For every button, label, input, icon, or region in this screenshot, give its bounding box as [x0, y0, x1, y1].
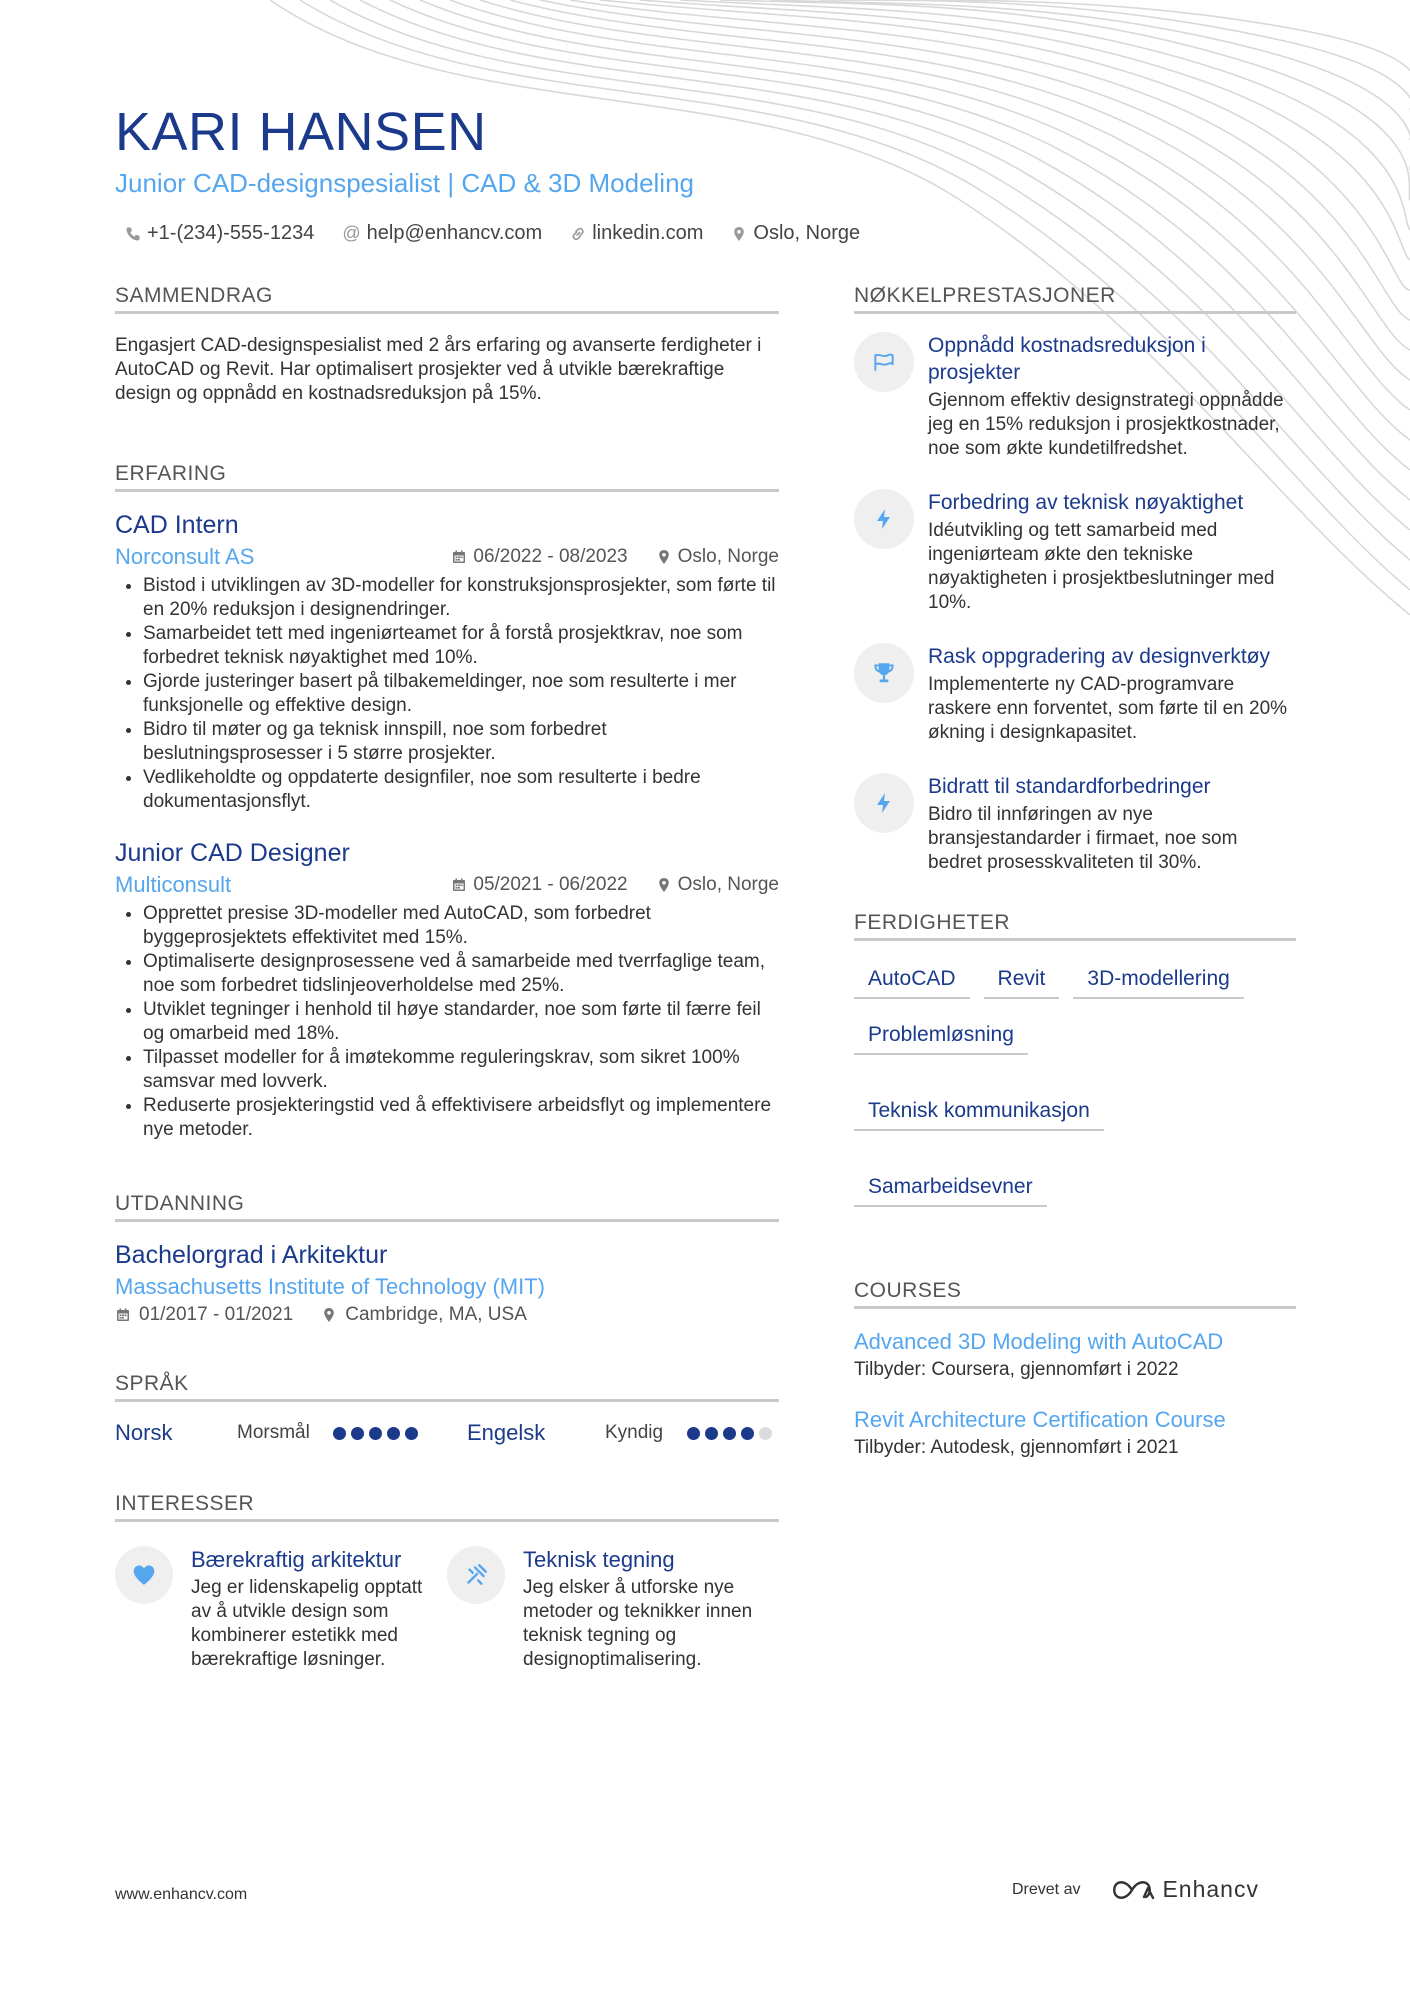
education-school: Massachusetts Institute of Technology (MIT) — [115, 1274, 545, 1299]
rating-dot — [723, 1427, 736, 1440]
at-icon: @ — [342, 223, 361, 243]
achievement-desc: Idéutvikling og tett samarbeid med ingeniørteam økte den tekniske nøyaktigheten i prosjektbeslutninger med 10%. — [928, 520, 1275, 613]
section-title-skills: FERDIGHETER — [854, 911, 1296, 941]
job-location-text: Oslo, Norge — [677, 874, 779, 895]
section-title-interests: INTERESSER — [115, 1492, 779, 1522]
achievement-title: Bidratt til standardforbedringer — [928, 775, 1211, 798]
language-item — [115, 1420, 467, 1446]
achievement-item — [854, 773, 1296, 875]
education-degree: Bachelorgrad i Arkitektur — [115, 1241, 388, 1269]
achievement-icon-wrap — [854, 332, 914, 392]
job-location — [656, 874, 779, 896]
calendar-icon — [451, 877, 467, 893]
achievement-title: Oppnådd kostnadsreduksjon i prosjekter — [928, 334, 1206, 384]
interest-body — [191, 1546, 431, 1672]
achievement-body — [928, 332, 1296, 461]
right-column — [854, 284, 1296, 1483]
interest-icon-wrap — [115, 1546, 173, 1604]
education-meta — [115, 1304, 779, 1326]
course-title: Advanced 3D Modeling with AutoCAD — [854, 1329, 1224, 1354]
rating-dot — [351, 1427, 364, 1440]
job-bullet: • Vedlikeholdte og oppdaterte designfiler, noe som resulterte i bedre dokumentasjonsflyt. — [143, 766, 779, 814]
languages-section — [115, 1372, 779, 1446]
job-bullets — [115, 902, 779, 1142]
language-rating — [687, 1427, 772, 1440]
achievement-body — [928, 773, 1296, 875]
map-pin-icon — [656, 549, 672, 565]
job-bullets — [115, 574, 779, 814]
job-bullet: • Bistod i utviklingen av 3D-modeller for konstruksjonsprosjekter, som førte til en 20% reduksjon i designendringer. — [143, 574, 779, 622]
contact-phone-text: +1-(234)-555-1234 — [147, 222, 315, 244]
phone-icon — [125, 226, 141, 242]
section-title-experience: ERFARING — [115, 462, 779, 492]
heart-icon — [131, 1562, 157, 1588]
contact-linkedin[interactable] — [570, 222, 703, 245]
rating-dot — [741, 1427, 754, 1440]
job-company: Norconsult AS — [115, 544, 255, 569]
education-section — [115, 1192, 779, 1326]
calendar-icon — [451, 549, 467, 565]
section-title-languages: SPRÅK — [115, 1372, 779, 1402]
job-dates — [451, 546, 627, 568]
achievement-icon-wrap — [854, 773, 914, 833]
job-bullet: • Tilpasset modeller for å imøtekomme reguleringskrav, som sikret 100% samsvar med lovverk. — [143, 1046, 779, 1094]
contact-location — [731, 222, 860, 245]
contact-info — [115, 222, 1315, 245]
job-entry — [115, 836, 779, 1142]
job-location-text: Oslo, Norge — [677, 546, 779, 567]
course-provider: Tilbyder: Coursera, gjennomført i 2022 — [854, 1359, 1179, 1380]
achievement-icon-wrap — [854, 489, 914, 549]
job-bullet: • Bidro til møter og ga teknisk innspill, noe som forbedret beslutningsprosesser i 5 større prosjekter. — [143, 718, 779, 766]
contact-email-text: help@enhancv.com — [366, 222, 543, 244]
language-rating — [333, 1427, 418, 1440]
job-company: Multiconsult — [115, 872, 232, 897]
job-bullet: • Gjorde justeringer basert på tilbakemeldinger, noe som resulterte i mer funksjonelle og effektive design. — [143, 670, 779, 718]
rating-dot — [333, 1427, 346, 1440]
skill-tag: 3D-modellering — [1073, 963, 1243, 999]
interest-desc: Jeg er lidenskapelig opptatt av å utvikle design som kombinerer estetikk med bærekraftige løsninger. — [191, 1577, 423, 1670]
candidate-name: KARI HANSEN — [115, 102, 487, 162]
education-location-text: Cambridge, MA, USA — [345, 1304, 527, 1325]
education-dates-text: 01/2017 - 01/2021 — [139, 1304, 294, 1325]
achievement-desc: Bidro til innføringen av nye bransjestandarder i firmaet, noe som bedret prosesskvaliteten til 30%. — [928, 804, 1238, 873]
interest-title: Bærekraftig arkitektur — [191, 1547, 402, 1572]
achievement-item — [854, 489, 1296, 615]
interest-title: Teknisk tegning — [523, 1547, 675, 1572]
rating-dot — [387, 1427, 400, 1440]
rating-dot — [405, 1427, 418, 1440]
link-icon — [570, 226, 586, 242]
powered-by-label: Drevet av — [1012, 1880, 1081, 1898]
summary-text: Engasjert CAD-designspesialist med 2 års erfaring og avanserte ferdigheter i AutoCAD og Revit. Har optimalisert prosjekter ved å utvikle bærekraftige design og oppnådd en kostnadsreduksjon på 15%. — [115, 335, 762, 404]
achievement-item — [854, 643, 1296, 745]
trophy-icon — [871, 660, 897, 686]
enhancv-logo-text: Enhancv — [1162, 1876, 1259, 1902]
interest-item — [115, 1546, 447, 1672]
skill-tag: AutoCAD — [854, 963, 970, 999]
skill-tag: Problemløsning — [854, 1019, 1028, 1055]
job-dates-text: 06/2022 - 08/2023 — [473, 546, 628, 567]
contact-phone[interactable] — [125, 222, 314, 245]
language-item — [467, 1420, 779, 1446]
languages-list — [115, 1420, 779, 1446]
achievement-body — [928, 643, 1296, 745]
language-name: Norsk — [115, 1420, 173, 1445]
interests-section — [115, 1492, 779, 1672]
left-column — [115, 284, 779, 1672]
interests-list — [115, 1546, 779, 1672]
achievement-icon-wrap — [854, 643, 914, 703]
candidate-title: Junior CAD-designspesialist | CAD & 3D Modeling — [115, 168, 694, 198]
resume-header — [115, 100, 1315, 245]
education-dates — [115, 1304, 293, 1326]
language-name: Engelsk — [467, 1420, 546, 1445]
section-title-summary: SAMMENDRAG — [115, 284, 779, 314]
interest-desc: Jeg elsker å utforske nye metoder og teknikker innen teknisk tegning og designoptimalisering. — [523, 1577, 753, 1670]
rating-dot — [759, 1427, 772, 1440]
achievement-desc: Gjennom effektiv designstrategi oppnådde jeg en 15% reduksjon i prosjektkostnader, noe som økte kundetilfredshet. — [928, 390, 1284, 459]
summary-section — [115, 284, 779, 406]
job-bullet: • Reduserte prosjekteringstid ved å effektivisere arbeidsflyt og implementere nye metoder. — [143, 1094, 779, 1142]
tools-icon — [463, 1562, 489, 1588]
job-bullet: • Samarbeidet tett med ingeniørteamet for å forstå prosjektkrav, noe som forbedret teknisk nøyaktighet med 10%. — [143, 622, 779, 670]
bolt-icon — [872, 506, 896, 532]
job-bullet: • Optimaliserte designprosessene ved å samarbeide med tverrfaglige team, noe som forbedret tidslinjeoverholdelse med 25%. — [143, 950, 779, 998]
skill-tag: Teknisk kommunikasjon — [854, 1095, 1104, 1131]
achievements-section — [854, 284, 1296, 875]
section-title-courses: COURSES — [854, 1279, 1296, 1309]
skill-tag: Samarbeidsevner — [854, 1171, 1047, 1207]
job-entry — [115, 508, 779, 814]
language-level: Morsmål — [237, 1422, 310, 1443]
course-item — [854, 1405, 1296, 1461]
section-title-education: UTDANNING — [115, 1192, 779, 1222]
footer-website[interactable]: www.enhancv.com — [115, 1886, 248, 1903]
achievement-body — [928, 489, 1296, 615]
calendar-icon — [115, 1307, 131, 1323]
contact-location-text: Oslo, Norge — [753, 222, 861, 244]
job-dates-text: 05/2021 - 06/2022 — [473, 874, 628, 895]
map-pin-icon — [656, 877, 672, 893]
section-title-achievements: NØKKELPRESTASJONER — [854, 284, 1296, 314]
job-dates — [451, 874, 627, 896]
course-provider: Tilbyder: Autodesk, gjennomført i 2021 — [854, 1437, 1179, 1458]
course-item — [854, 1327, 1296, 1383]
job-title: CAD Intern — [115, 511, 239, 539]
interest-body — [523, 1546, 763, 1672]
job-location — [656, 546, 779, 568]
job-title: Junior CAD Designer — [115, 839, 350, 867]
bolt-icon — [872, 790, 896, 816]
footer-branding — [1012, 1876, 1259, 1903]
skills-list — [854, 963, 1296, 1207]
achievement-item — [854, 332, 1296, 461]
job-meta-row — [115, 544, 779, 570]
rating-dot — [369, 1427, 382, 1440]
achievement-title: Forbedring av teknisk nøyaktighet — [928, 491, 1244, 514]
courses-section — [854, 1279, 1296, 1461]
achievement-desc: Implementerte ny CAD-programvare raskere enn forventet, som førte til en 20% økning i designkapasitet. — [928, 674, 1288, 743]
job-meta-row — [115, 872, 779, 898]
rating-dot — [687, 1427, 700, 1440]
rating-dot — [705, 1427, 718, 1440]
map-pin-icon — [731, 226, 747, 242]
map-pin-icon — [321, 1307, 337, 1323]
experience-section — [115, 462, 779, 1142]
education-location — [321, 1304, 527, 1326]
language-level: Kyndig — [605, 1422, 664, 1443]
contact-linkedin-text: linkedin.com — [592, 222, 704, 244]
skill-tag: Revit — [984, 963, 1060, 999]
contact-email[interactable] — [342, 222, 542, 245]
flag-icon — [871, 349, 897, 375]
enhancv-logo[interactable] — [1110, 1876, 1259, 1903]
job-bullet: • Utviklet tegninger i henhold til høye standarder, noe som førte til færre feil og omarbeid med 18%. — [143, 998, 779, 1046]
interest-item — [447, 1546, 779, 1672]
enhancv-logo-icon — [1110, 1878, 1156, 1902]
skills-section — [854, 911, 1296, 1207]
achievement-title: Rask oppgradering av designverktøy — [928, 645, 1271, 668]
course-title: Revit Architecture Certification Course — [854, 1407, 1226, 1432]
job-bullet: • Opprettet presise 3D-modeller med AutoCAD, som forbedret byggeprosjektets effektivitet med 15%. — [143, 902, 779, 950]
interest-icon-wrap — [447, 1546, 505, 1604]
